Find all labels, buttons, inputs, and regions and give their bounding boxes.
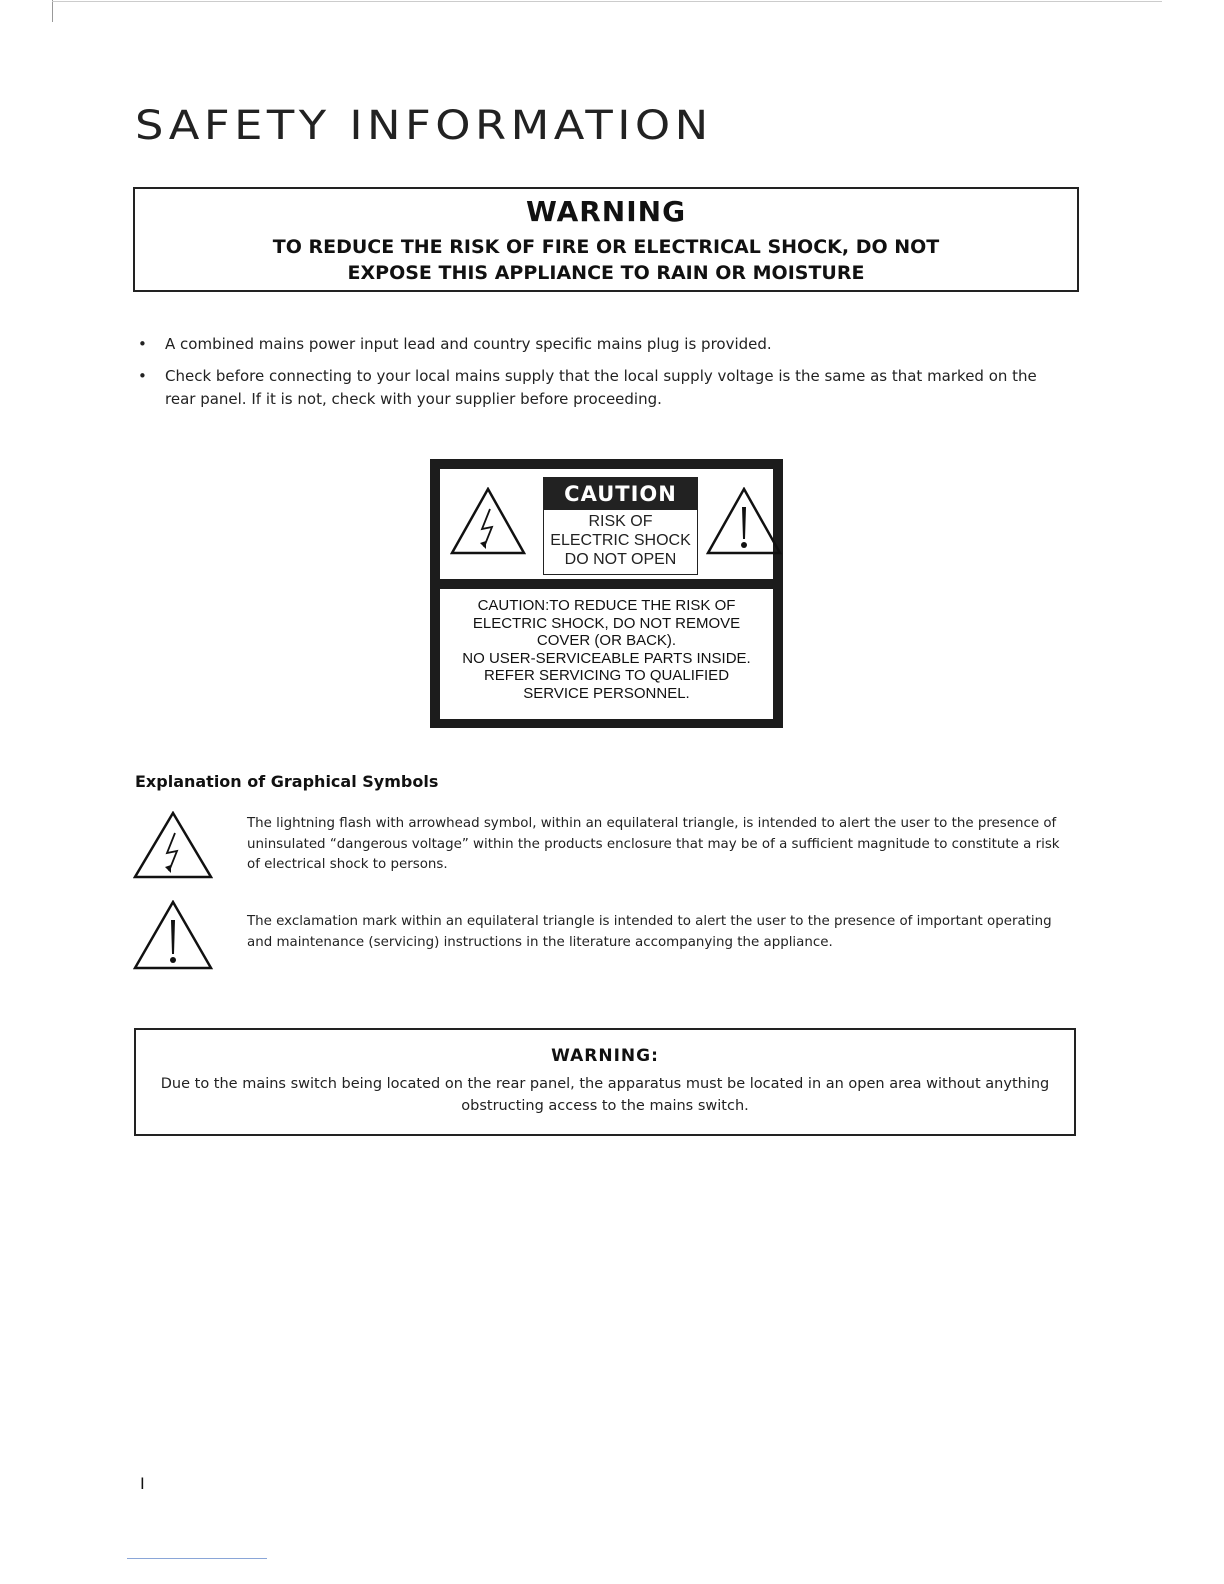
mains-switch-warning-box: [134, 1028, 1076, 1136]
exclamation-symbol-description: The exclamation mark within an equilateral triangle is intended to alert the user to the presence of important operating and maintenance (servicing) instructions in the literature accompanying the appliance.: [247, 914, 1052, 950]
page-top-rule: [52, 1, 1162, 2]
page-title: SAFETY INFORMATION: [135, 103, 713, 149]
bullet-icon: •: [138, 367, 147, 385]
page-edge-mark: [52, 0, 53, 22]
explanation-heading: Explanation of Graphical Symbols: [135, 772, 439, 791]
caution-label-bottom: [440, 589, 773, 719]
caution-bottom-line: SERVICE PERSONNEL.: [523, 684, 690, 702]
mains-switch-warning-text: Due to the mains switch being located on the rear panel, the apparatus must be located in an open area without anything obstructing access to the mains switch.: [160, 1076, 1050, 1114]
warning-heading: WARNING: [525, 195, 687, 228]
mains-switch-warning-heading: WARNING:: [551, 1046, 659, 1066]
caution-bottom-line: COVER (OR BACK).: [536, 632, 677, 649]
caution-label: [430, 459, 783, 728]
lightning-triangle-icon: [450, 487, 526, 555]
warning-line-1: TO REDUCE THE RISK OF FIRE OR ELECTRICAL SHOCK, DO NOT: [272, 236, 940, 258]
caution-bottom-line: REFER SERVICING TO QUALIFIED: [483, 667, 730, 684]
footer-rule: [127, 1558, 267, 1559]
bullet-text: Check before connecting to your local mains supply that the local supply voltage is the same as that marked on the rear panel. If it is not, check with your supplier before proceeding.: [165, 367, 1037, 408]
warning-box: [133, 187, 1079, 292]
caution-bottom-line: ELECTRIC SHOCK, DO NOT REMOVE: [472, 614, 741, 632]
bullet-item: [135, 365, 1045, 411]
caution-center-panel: [543, 477, 698, 575]
caution-bottom-line: NO USER-SERVICEABLE PARTS INSIDE.: [462, 649, 751, 667]
warning-line-2: EXPOSE THIS APPLIANCE TO RAIN OR MOISTURE: [347, 262, 865, 284]
caution-center-line: DO NOT OPEN: [564, 551, 677, 568]
warning-text: [135, 234, 1077, 286]
lightning-symbol-description: The lightning flash with arrowhead symbol, within an equilateral triangle, is intended to alert the user to the presence of uninsulated “dangerous voltage” within the products enclosure that may be of a sufficient magnitude to constitute a risk of electrical shock to persons.: [247, 816, 1060, 872]
exclamation-triangle-icon: [706, 487, 782, 555]
caution-center-text: [544, 512, 697, 569]
exclamation-triangle-icon: [133, 900, 213, 970]
bullet-item: [135, 333, 1045, 356]
caution-bottom-line: CAUTION:TO REDUCE THE RISK OF: [477, 597, 736, 614]
caution-label-top: [440, 469, 773, 579]
bullet-text: A combined mains power input lead and country specific mains plug is provided.: [165, 335, 772, 353]
bullet-icon: •: [138, 335, 147, 353]
page-number: I: [140, 1474, 145, 1493]
lightning-triangle-icon: [133, 811, 213, 879]
caution-badge: CAUTION: [544, 478, 697, 510]
caution-center-line: ELECTRIC SHOCK: [550, 532, 691, 549]
caution-center-line: RISK OF: [588, 513, 653, 530]
